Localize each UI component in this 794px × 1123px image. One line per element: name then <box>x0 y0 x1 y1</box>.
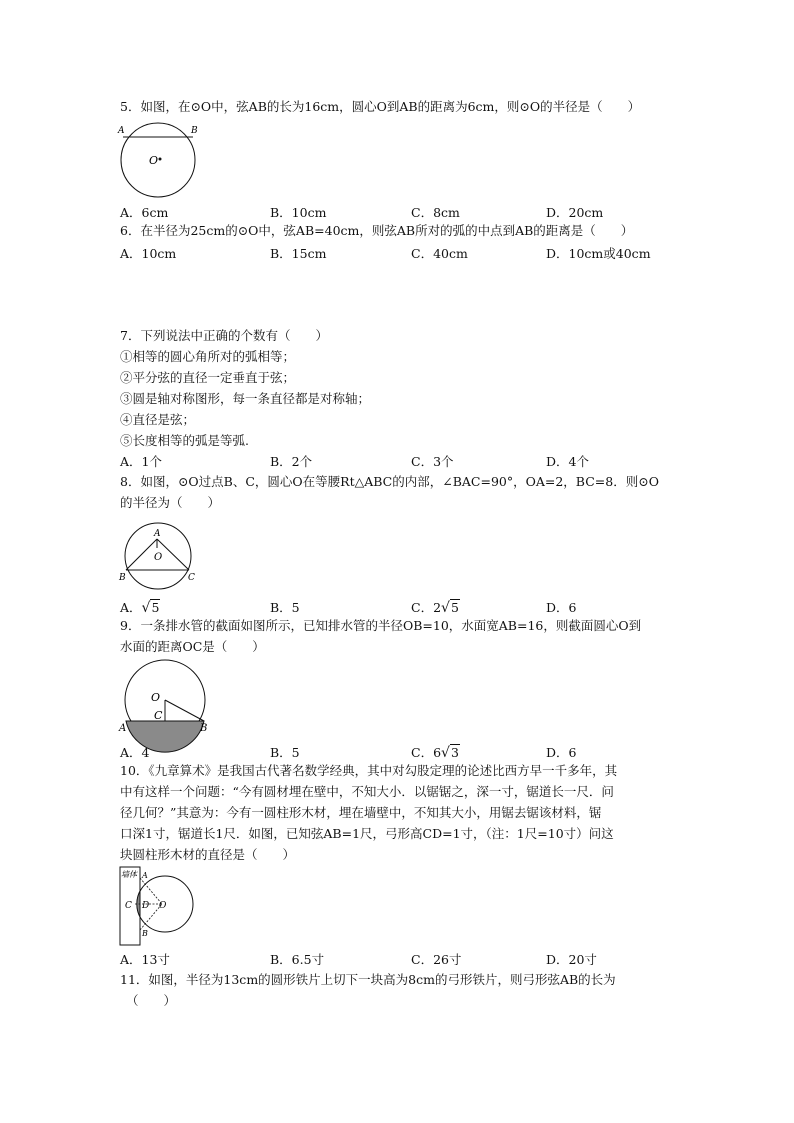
q6-options <box>120 244 680 262</box>
q10-options <box>120 950 680 968</box>
q10-option-a[interactable]: A．13寸 <box>120 952 170 967</box>
q6-stem: 6．在半径为25cm的⊙O中，弦AB=40cm，则弦AB所对的弧的中点到AB的距离是（ ） <box>120 223 634 238</box>
q9-option-c-prefix: C． <box>411 745 434 760</box>
q8-stem-line2: 的半径为（ ） <box>120 495 221 510</box>
q9-option-c-coef: 6 <box>433 745 442 760</box>
q9-label-c: C <box>154 709 163 722</box>
q8-option-a-sqrt: √5 <box>141 600 160 616</box>
q10-label-wall: 墙体 <box>121 870 137 879</box>
q7-stem: 7．下列说法中正确的个数有（ ） <box>120 328 328 343</box>
q7-option-a[interactable]: A．1个 <box>120 454 162 469</box>
q10-label-a: A <box>142 871 148 880</box>
q8-option-c[interactable] <box>411 598 460 616</box>
q8-option-c-sqrt: √5 <box>441 600 459 616</box>
q8-option-d[interactable]: D．6 <box>546 600 577 615</box>
q7-options <box>120 452 680 470</box>
q7-statement-5: ⑤长度相等的弧是等弧. <box>120 433 249 448</box>
q8-option-a-prefix: A． <box>120 600 142 615</box>
q8-side-ba <box>126 539 157 570</box>
q8-figure <box>118 514 198 589</box>
q5-stem: 5．如图，在⊙O中，弦AB的长为16cm，圆心O到AB的距离为6cm，则⊙O的半径是（ ） <box>120 99 641 114</box>
q8-stem-line1: 8．如图，⊙O过点B、C，圆心O在等腰Rt△ABC的内部，∠BAC=90°，OA=2，BC=8．则⊙O <box>120 474 659 489</box>
q5-option-d[interactable]: D．20cm <box>546 205 604 220</box>
q5-option-b[interactable]: B．10cm <box>270 205 327 220</box>
q5-label-b: B <box>191 126 198 136</box>
q10-line3: 径几何？”其意为：今有一圆柱形木材，埋在墙壁中，不知其大小，用锯去锯该材料，锯 <box>120 805 602 820</box>
q5-option-a[interactable]: A．6cm <box>120 205 169 220</box>
q6-option-c[interactable]: C．40cm <box>411 246 468 261</box>
q9-label-b: B <box>200 723 208 734</box>
q11-stem-line2: （ ） <box>126 993 177 1008</box>
q6-option-b[interactable]: B．15cm <box>270 246 327 261</box>
q10-figure <box>118 866 198 946</box>
q9-label-o: O <box>151 691 161 704</box>
q8-label-c: C <box>188 573 195 583</box>
q6-option-a[interactable]: A．10cm <box>120 246 177 261</box>
q7-option-b[interactable]: B．2个 <box>270 454 313 469</box>
q8-label-a: A <box>154 529 161 539</box>
q6-option-d[interactable]: D．10cm或40cm <box>546 246 651 261</box>
q9-option-a[interactable]: A．4 <box>120 745 150 760</box>
q9-option-b[interactable]: B．5 <box>270 745 300 760</box>
q9-segment-ob <box>165 700 204 721</box>
q7-statement-2: ②平分弦的直径一定垂直于弦； <box>120 370 296 385</box>
q8-option-b[interactable]: B．5 <box>270 600 300 615</box>
q8-options <box>120 598 680 616</box>
q9-option-c[interactable] <box>411 743 460 761</box>
q8-label-o: O <box>154 552 163 563</box>
q8-option-a[interactable] <box>120 598 160 616</box>
q10-line5: 块圆柱形木材的直径是（ ） <box>120 847 296 862</box>
q5-figure <box>118 122 198 197</box>
q9-option-c-sqrt: √3 <box>441 745 459 761</box>
q7-statement-4: ④直径是弦； <box>120 412 196 427</box>
q10-line4: 口深1寸，锯道长1尺．如图，已知弦AB=1尺，弓形高CD=1寸，（注：1尺=10寸）问这 <box>120 826 614 841</box>
q8-option-c-prefix: C． <box>411 600 434 615</box>
q5-option-c[interactable]: C．8cm <box>411 205 460 220</box>
q7-statement-3: ③圆是轴对称图形，每一条直径都是对称轴； <box>120 391 371 406</box>
q8-option-a-radicand: 5 <box>151 600 160 615</box>
q9-options <box>120 743 680 761</box>
q9-stem-line1: 9．一条排水管的截面如图所示，已知排水管的半径OB=10，水面宽AB=16，则截面圆心O到 <box>120 618 642 633</box>
q7-option-d[interactable]: D．4个 <box>546 454 589 469</box>
q10-line2: 中有这样一个问题：“今有圆材埋在壁中，不知大小．以锯锯之，深一寸，锯道长一尺．问 <box>120 784 614 799</box>
q10-label-b: B <box>142 929 148 938</box>
q5-label-o: O <box>149 154 159 167</box>
q9-option-c-radicand: 3 <box>450 745 459 760</box>
q7-option-c[interactable]: C．3个 <box>411 454 454 469</box>
q9-label-a: A <box>119 723 127 734</box>
q5-center-dot <box>159 158 162 161</box>
q11-stem-line1: 11．如图，半径为13cm的圆形铁片上切下一块高为8cm的弓形铁片，则弓形弦AB的长为 <box>120 972 616 987</box>
q10-label-c: C <box>125 901 132 911</box>
q8-option-c-radicand: 5 <box>450 600 459 615</box>
q7-statement-1: ①相等的圆心角所对的弧相等； <box>120 349 296 364</box>
q10-line1: 10．《九章算术》是我国古代著名数学经典，其中对勾股定理的论述比西方早一千多年，其 <box>120 763 618 778</box>
q10-option-b[interactable]: B．6.5寸 <box>270 952 325 967</box>
q10-label-d: D <box>142 901 150 911</box>
q8-option-c-coef: 2 <box>433 600 442 615</box>
q5-options <box>120 203 680 221</box>
q9-option-d[interactable]: D．6 <box>546 745 577 760</box>
q10-option-c[interactable]: C．26寸 <box>411 952 462 967</box>
q9-figure <box>118 657 213 742</box>
q10-option-d[interactable]: D．20寸 <box>546 952 597 967</box>
q5-label-a: A <box>118 126 125 136</box>
q8-label-b: B <box>119 573 126 583</box>
q10-label-o: O <box>159 901 167 911</box>
q9-stem-line2: 水面的距离OC是（ ） <box>120 639 265 654</box>
